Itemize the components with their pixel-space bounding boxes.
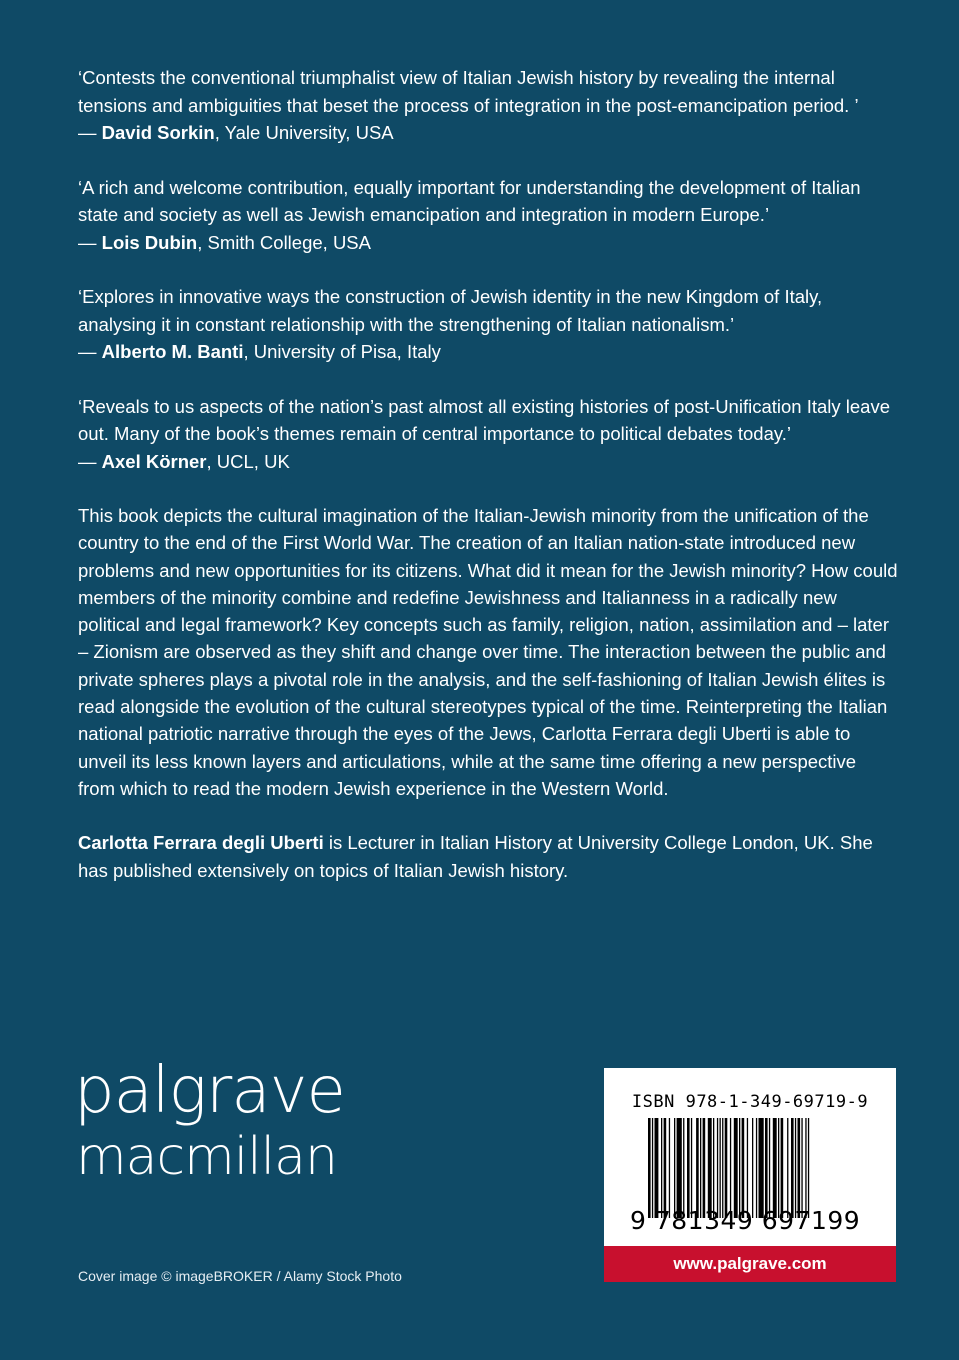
isbn-label: ISBN 978-1-349-69719-9 xyxy=(631,1092,869,1112)
barcode-bar xyxy=(742,1118,745,1218)
review-attribution: — David Sorkin, Yale University, USA xyxy=(78,122,394,143)
author-bio xyxy=(78,829,898,884)
barcode-bar xyxy=(734,1118,738,1218)
barcode-bar xyxy=(795,1118,796,1218)
review-quote: ‘Contests the conventional triumphalist view of Italian Jewish history by revealing the internal tensions and ambiguities that beset the process of integration in the post-emancipation period. ’ xyxy=(78,67,859,116)
barcode-panel xyxy=(604,1068,896,1282)
logo-line-1: palgrave xyxy=(74,1054,345,1128)
review-2 xyxy=(78,174,898,257)
review-quote: ‘A rich and welcome contribution, equally important for understanding the development of Italian state and society as well as Jewish emancipation and integration in modern Europe.’ xyxy=(78,176,861,225)
review-3 xyxy=(78,283,898,366)
barcode-bar xyxy=(756,1118,757,1218)
barcode-bar xyxy=(747,1118,748,1218)
logo-line-2: macmillan xyxy=(76,1127,337,1187)
review-quote: ‘Reveals to us aspects of the nation’s past almost all existing histories of post-Unification Italy leave out. Many of the book’s themes remain of central importance to political debates today.’ xyxy=(78,395,891,444)
barcode-bar xyxy=(722,1118,723,1218)
barcode-bar xyxy=(652,1118,653,1218)
barcode-bar xyxy=(778,1118,779,1218)
reviewer-affiliation: , Yale University, USA xyxy=(214,122,394,143)
barcode-bar xyxy=(759,1118,764,1218)
reviewer-affiliation: , University of Pisa, Italy xyxy=(243,341,441,362)
author-bio-text: is Lecturer in Italian History at University College London, UK. She has published extensively on topics of Italian Jewish history. xyxy=(78,832,873,881)
barcode-bar xyxy=(717,1118,718,1218)
barcode-bar xyxy=(769,1118,770,1218)
review-quote: ‘Explores in innovative ways the construction of Jewish identity in the new Kingdom of Italy, analysing it in constant relationship with the strengthening of Italian nationalism.’ xyxy=(78,286,823,335)
barcode-bar xyxy=(703,1118,706,1218)
reviewer-affiliation: , UCL, UK xyxy=(206,450,290,472)
reviewer-name: Alberto M. Banti xyxy=(101,341,244,362)
reviewer-name: Lois Dubin xyxy=(101,231,198,253)
back-cover-text xyxy=(78,64,898,884)
barcode-bar xyxy=(739,1118,740,1218)
barcode-bar xyxy=(677,1118,682,1218)
barcode-bar xyxy=(648,1118,651,1218)
review-attribution: — Alberto M. Banti, University of Pisa, Italy xyxy=(78,341,441,362)
review-attribution: — Axel Körner, UCL, UK xyxy=(78,450,290,472)
barcode-bar xyxy=(787,1118,788,1218)
barcode-bar xyxy=(791,1118,794,1218)
barcode-bar xyxy=(773,1118,777,1218)
barcode-bar xyxy=(696,1118,699,1218)
barcode-bar xyxy=(765,1118,768,1218)
review-1 xyxy=(78,64,898,147)
author-name: Carlotta Ferrara degli Uberti xyxy=(78,832,324,854)
barcode-bar xyxy=(805,1118,806,1218)
barcode-bar xyxy=(798,1118,801,1218)
cover-image-credit: Cover image © imageBROKER / Alamy Stock Photo xyxy=(78,1268,402,1284)
barcode-bar xyxy=(683,1118,684,1218)
barcode-bar xyxy=(664,1118,667,1218)
barcode-bar xyxy=(713,1118,714,1218)
publisher-url: www.palgrave.com xyxy=(604,1246,896,1282)
reviewer-affiliation: , Smith College, USA xyxy=(197,231,371,253)
barcode-digits: 9 781349 697199 xyxy=(630,1206,861,1235)
barcode-bar xyxy=(655,1118,659,1218)
review-4 xyxy=(78,393,898,476)
barcode-bar xyxy=(669,1118,670,1218)
barcode-bar xyxy=(687,1118,690,1218)
barcode-bar xyxy=(720,1118,721,1218)
barcode-bar xyxy=(801,1118,802,1218)
barcode-bar xyxy=(708,1118,712,1218)
review-attribution: — Lois Dubin, Smith College, USA xyxy=(78,231,371,253)
barcode-bars xyxy=(648,1118,852,1218)
barcode-bar xyxy=(752,1118,753,1218)
barcode-bar xyxy=(700,1118,701,1218)
reviewer-name: David Sorkin xyxy=(101,122,215,143)
barcode-bar xyxy=(725,1118,728,1218)
publisher-logo xyxy=(74,1054,345,1190)
barcode-bar xyxy=(808,1118,809,1218)
barcode-bar xyxy=(691,1118,692,1218)
barcode-bar xyxy=(781,1118,784,1218)
barcode-bar xyxy=(674,1118,675,1218)
book-description: This book depicts the cultural imagination of the Italian-Jewish minority from the unification of the country to the end of the First World War. The creation of an Italian nation-state introduced new problems and new opportunities for its citizens. What did it mean for the Jewish minority? How could members of the minority combine and redefine Jewishness and Italianness in a radically new political and legal framework? Key concepts such as family, religion, nation, assimilation and – later – Zionism are observed as they shift and change over time. The interaction between the public and private spheres plays a pivotal role in the analysis, and the self-fashioning of Italian Jewish élites is read alongside the evolution of the cultural stereotypes typical of the time. Reinterpreting the Italian national patriotic narrative through the eyes of the Jews, Carlotta Ferrara degli Uberti is able to unveil its less known layers and articulations, while at the same time offering a new perspective from which to read the modern Jewish experience in the Western World. xyxy=(78,505,898,799)
barcode-bar xyxy=(730,1118,731,1218)
reviewer-name: Axel Körner xyxy=(101,450,207,472)
barcode-bar xyxy=(661,1118,662,1218)
